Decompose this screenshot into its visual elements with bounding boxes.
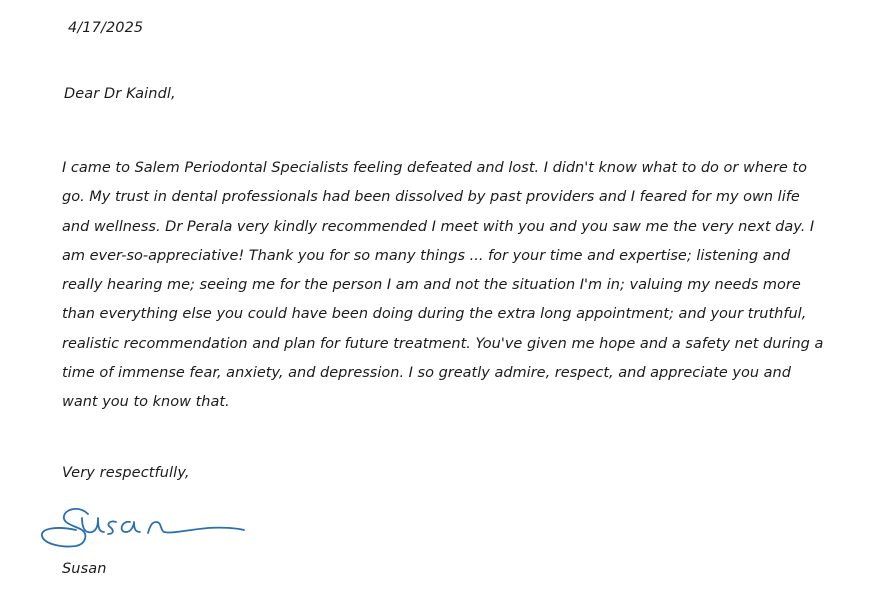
letter-body-line: want you to know that. bbox=[62, 394, 230, 411]
letter-body-line: than everything else you could have been doing during the extra long appointment; and your truthful, bbox=[62, 306, 807, 323]
letter-body-line: time of immense fear, anxiety, and depression. I so greatly admire, respect, and appreciate you and bbox=[62, 365, 791, 382]
letter-body-line: go. My trust in dental professionals had been dissolved by past providers and I feared for my own life bbox=[62, 189, 800, 206]
letter-date: 4/17/2025 bbox=[68, 20, 144, 36]
letter-body-line: am ever-so-appreciative! Thank you for so many things ... for your time and expertise; listening and bbox=[62, 247, 791, 264]
signer-name: Susan bbox=[62, 561, 107, 577]
letter-body bbox=[62, 154, 862, 418]
letter-salutation: Dear Dr Kaindl, bbox=[64, 86, 176, 102]
handwritten-signature bbox=[36, 500, 256, 564]
letter-body-line: realistic recommendation and plan for future treatment. You've given me hope and a safety net during a bbox=[62, 335, 824, 352]
letter-body-line: I came to Salem Periodontal Specialists feeling defeated and lost. I didn't know what to do or where to bbox=[62, 160, 807, 176]
letter-body-line: and wellness. Dr Perala very kindly recommended I meet with you and you saw me the very next day. I bbox=[62, 218, 815, 235]
letter-body-line: really hearing me; seeing me for the person I am and not the situation I'm in; valuing my needs more bbox=[62, 277, 801, 294]
letter-closing: Very respectfully, bbox=[62, 465, 190, 481]
